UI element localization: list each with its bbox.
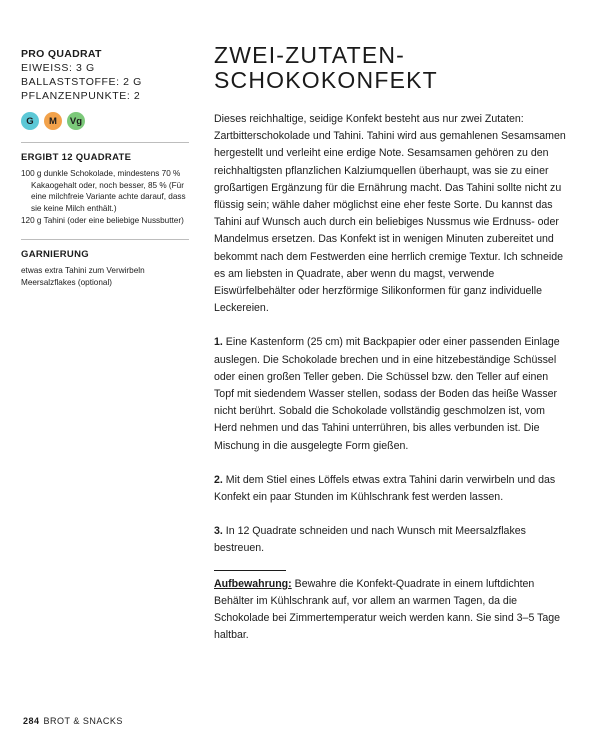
step-number: 1.	[214, 336, 223, 349]
nutrition-plant-points: PFLANZENPUNKTE: 2	[21, 90, 141, 102]
step-text: In 12 Quadrate schneiden und nach Wunsch mit Meersalzflakes bestreuen.	[214, 525, 526, 555]
storage-text: Bewahre die Konfekt-Quadrate in einem luftdichten Behälter im Kühlschrank auf, vor allem an warmen Tagen, da die Schokolade bei Zimmertemperatur weich werden kann. Sie sind 3–5 Tage haltbar.	[214, 577, 561, 642]
intro-paragraph: Dieses reichhaltige, seidige Konfekt besteht aus nur zwei Zutaten: Zartbitterschokolade und Tahini. Tahini wird aus gemahlenen Sesamsamen hergestellt und verleiht eine erdige Note. Sesamsamen gehören zu den reichhaltigsten pflanzlichen Kalziumquellen überhaupt, was sie zu einer großartigen Ergänzung für die Ernährung macht. Das Tahini sollte nicht zu flüssig sein; wähle daher möglichst eine eher feste Sorte. Du kannst das Tahini auf Wunsch auch durch ein beliebiges Nussmus wie Erdnuss- oder Mandelmus ersetzen. Das Konfekt ist in wenigen Minuten zubereitet und bekommt nach dem Festwerden eine herrlich cremige Textur. Ich schneide es am liebsten in Quadrate, aber wenn du magst, verwende Eiswürfelbehälter oder herzförmige Silikonformen für ganz individuelle Leckereien.	[214, 113, 566, 315]
recipe-body	[214, 111, 566, 661]
step-number: 3.	[214, 525, 223, 538]
recipe-sidebar	[21, 47, 189, 289]
nutrition-fiber: BALLASTSTOFFE: 2 G	[21, 76, 142, 88]
garnish-heading: GARNIERUNG	[21, 239, 189, 261]
ingredient-item: 120 g Tahini (oder eine beliebige Nussbutter)	[21, 216, 184, 225]
recipe-title	[214, 43, 564, 93]
step-1	[214, 334, 566, 454]
ingredients-heading: ERGIBT 12 QUADRATE	[21, 142, 189, 164]
page-footer	[23, 716, 123, 726]
page-number: 284	[23, 716, 40, 726]
step-2	[214, 472, 566, 506]
step-3	[214, 523, 566, 557]
gluten-free-badge-icon: G	[21, 112, 39, 130]
title-line-1: ZWEI-ZUTATEN-	[214, 42, 406, 68]
divider	[214, 570, 286, 571]
ingredients-list	[21, 168, 189, 227]
nutrition-heading: PRO QUADRAT	[21, 48, 102, 60]
step-text: Eine Kastenform (25 cm) mit Backpapier oder einer passenden Einlage auslegen. Die Schokolade brechen und in eine hitzebeständige Schüssel oder einen großen Teller geben. Die Schüssel bzw. den Teller auf einen Topf mit siedendem Wasser stellen, sodass der Boden das heiße Wasser nicht berührt. Sobald die Schokolade vollständig geschmolzen ist, vom Herd nehmen und das Tahini unterrühren, bis alles verbunden ist. Die Mischung in die ausgelegte Form gießen.	[214, 336, 560, 452]
ingredient-item: 100 g dunkle Schokolade, mindestens 70 % Kakaogehalt oder, noch besser, 85 % (Für eine milchfreie Variante achte darauf, dass sie keine Milch enthält.)	[21, 169, 186, 213]
diet-badges	[21, 112, 189, 130]
storage-label: Aufbewahrung:	[214, 577, 292, 590]
section-name: BROT & SNACKS	[43, 716, 123, 726]
storage-note	[214, 576, 566, 645]
garnish-text: etwas extra Tahini zum Verwirbeln Meersalzflakes (optional)	[21, 265, 145, 287]
nutrition-protein: EIWEISS: 3 G	[21, 62, 95, 74]
dairy-free-badge-icon: M	[44, 112, 62, 130]
vegan-badge-icon: Vg	[67, 112, 85, 130]
title-line-2: SCHOKOKONFEKT	[214, 67, 438, 93]
step-number: 2.	[214, 473, 223, 486]
step-text: Mit dem Stiel eines Löffels etwas extra Tahini darin verwirbeln und das Konfekt ein paar Stunden im Kühlschrank fest werden lassen.	[214, 473, 556, 504]
